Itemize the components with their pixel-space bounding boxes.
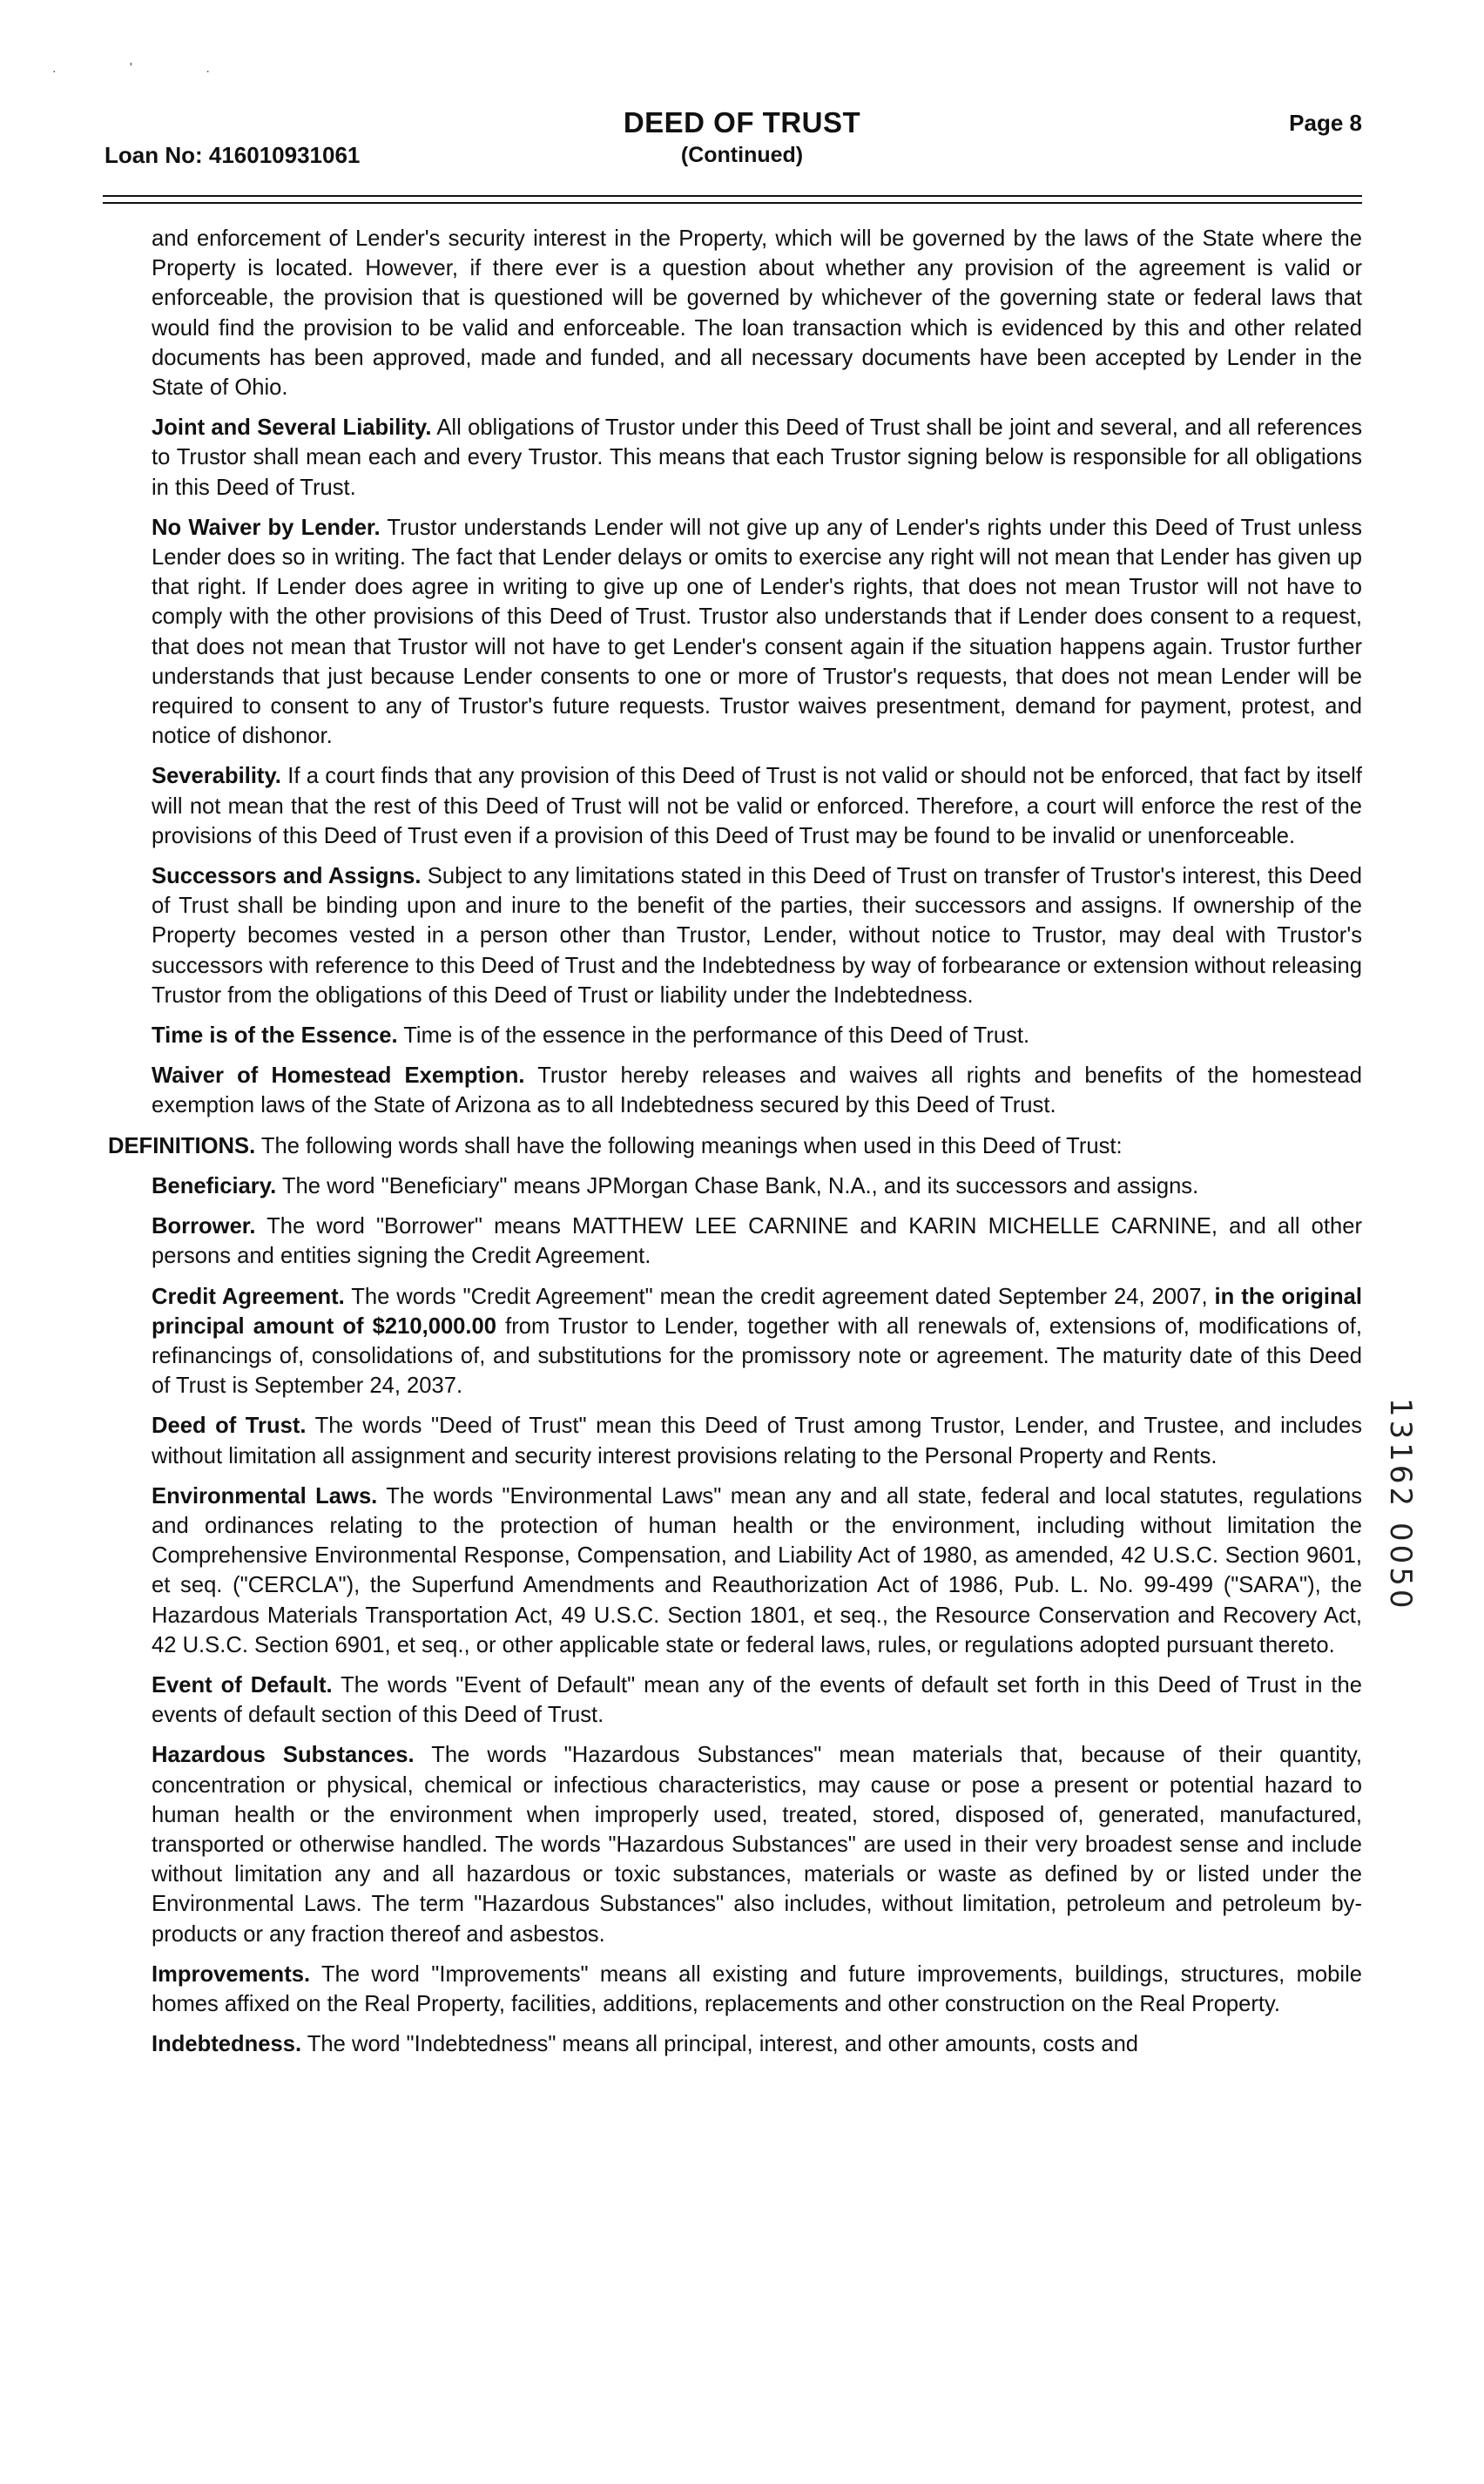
definition-text: The words "Event of Default" mean any of the events of default set forth in this Deed of Trust in the events of default section of this Deed of Trust. (152, 1672, 1362, 1728)
definition-environmental-laws (152, 1482, 1362, 1660)
paragraph-heading: Successors and Assigns. (152, 864, 422, 889)
definition-term: Deed of Trust. (152, 1414, 307, 1439)
definition-term: Hazardous Substances. (152, 1743, 415, 1768)
definition-beneficiary (152, 1171, 1362, 1201)
margin-recording-stamp: 13162 0050 (1383, 1398, 1418, 1612)
definition-indebtedness (152, 2029, 1362, 2059)
definition-term: Credit Agreement. (152, 1284, 345, 1309)
paragraph-text: Trustor hereby releases and waives all rights and benefits of the homestead exemption laws of the State of Arizona as to all Indebtedness secured by this Deed of Trust. (152, 1063, 1362, 1118)
definition-text: The word "Beneficiary" means JPMorgan Chase Bank, N.A., and its successors and assigns. (281, 1173, 1199, 1198)
page-number: Page 8 (1289, 110, 1362, 136)
scan-specks: . ' . (52, 61, 245, 76)
definition-text: The words "Credit Agreement" mean the credit agreement dated September 24, 2007, (351, 1284, 1208, 1309)
definition-text: The word "Indebtedness" means all principal, interest, and other amounts, costs and (307, 2032, 1139, 2057)
paragraph-text: Trustor understands Lender will not give up any of Lender's rights under this Deed of Trust unless Lender does so in writing. The fact that Lender delays or omits to exercise any right will not mean that Lender has given up that right. If Lender does agree in writing to give up one of Lender's rights, that does not mean Trustor will not have to comply with the other provisions of this Deed of Trust. Trustor also understands that if Lender does consent to a request, that does not mean that Trustor will not have to get Lender's consent again if the situation happens again. Trustor further understands that just because Lender consents to one or more of Trustor's requests, that does not mean Lender will be required to consent to any of Trustor's future requests. Trustor waives presentment, demand for payment, protest, and notice of dishonor. (152, 515, 1362, 749)
paragraph-heading: Time is of the Essence. (152, 1023, 398, 1049)
paragraph-successors (152, 861, 1362, 1010)
definition-borrower (152, 1212, 1362, 1271)
definition-improvements (152, 1960, 1362, 2019)
definition-term: Indebtedness. (152, 2032, 302, 2057)
paragraph-heading: Severability. (152, 764, 281, 789)
definition-term: Beneficiary. (152, 1173, 277, 1198)
definitions-title: DEFINITIONS. (108, 1133, 256, 1158)
principal-amount: in the original principal amount of $210,000.00 (152, 1284, 1362, 1339)
paragraph-text: If a court finds that any provision of this Deed of Trust is not valid or should not be enforced, that fact by itself will not mean that the rest of this Deed of Trust will not be valid or enforced. Therefore, a court will enforce the rest of the provisions of this Deed of Trust even if a provision of this Deed of Trust may be found to be invalid or unenforceable. (152, 764, 1362, 848)
definition-term: Borrower. (152, 1214, 256, 1239)
definition-text: The words "Hazardous Substances" mean materials that, because of their quantity, concentration or physical, chemical or infectious characteristics, may cause or pose a present or potential hazard to human health or the environment when improperly used, treated, stored, disposed of, generated, manufactured, transported or otherwise handled. The words "Hazardous Substances" are used in their very broadest sense and include without limitation any and all hazardous or toxic substances, materials or waste as defined by or listed under the Environmental Laws. The term "Hazardous Substances" also includes, without limitation, petroleum and petroleum by-products or any fraction thereof and asbestos. (152, 1743, 1362, 1947)
definitions-heading (108, 1131, 1362, 1161)
document-title: DEED OF TRUST (623, 106, 861, 138)
definitions-intro: The following words shall have the following meanings when used in this Deed of Trust: (260, 1133, 1123, 1158)
document-body (108, 224, 1363, 2069)
paragraph-severability (152, 761, 1362, 851)
paragraph-homestead (152, 1061, 1362, 1120)
definition-term: Environmental Laws. (152, 1483, 378, 1509)
header-rule-bottom (103, 202, 1362, 204)
definition-event-of-default (152, 1671, 1362, 1730)
paragraph-text: All obligations of Trustor under this Deed of Trust shall be joint and several, and all references to Trustor shall mean each and every Trustor. This means that each Trustor signing below is responsible for all obligations in this Deed of Trust. (152, 415, 1362, 500)
paragraph-heading: Joint and Several Liability. (152, 415, 432, 441)
definition-text: The words "Deed of Trust" mean this Deed of Trust among Trustor, Lender, and Trustee, and includes without limitation all assignment and security interest provisions relating to the Personal Property and Rents. (152, 1414, 1362, 1468)
paragraph-time-essence (152, 1021, 1362, 1050)
definition-term: Event of Default. (152, 1672, 333, 1698)
definition-credit-agreement (152, 1282, 1362, 1401)
paragraph-heading: Waiver of Homestead Exemption. (152, 1063, 525, 1089)
definition-text: The word "Improvements" means all existing and future improvements, buildings, structures, mobile homes affixed on the Real Property, facilities, additions, replacements and other construction on the Real Property. (152, 1961, 1362, 2016)
definition-hazardous-substances (152, 1740, 1362, 1948)
paragraph-text: Subject to any limitations stated in this Deed of Trust on transfer of Trustor's interest, this Deed of Trust shall be binding upon and inure to the benefit of the parties, their successors and assigns. If ownership of the Property becomes vested in a person other than Trustor, Lender, without notice to Trustor, may deal with Trustor's successors with reference to this Deed of Trust and the Indebtedness by way of forbearance or extension without releasing Trustor from the obligations of this Deed of Trust or liability under the Indebtedness. (152, 864, 1362, 1008)
paragraph-text: Time is of the essence in the performance of this Deed of Trust. (403, 1023, 1030, 1049)
paragraph-heading: No Waiver by Lender. (152, 515, 381, 540)
definition-text-continued: from Trustor to Lender, together with all renewals of, extensions of, modifications of, refinancings of, consolidations of, and substitutions for the promissory note or agreement. The maturity date of this Deed of Trust is September 24, 2037. (152, 1313, 1362, 1399)
paragraph-governing-law: and enforcement of Lender's security interest in the Property, which will be governed by the laws of the State where the Property is located. However, if there ever is a question about whether any provision of the agreement is valid or enforceable, the provision that is questioned will be governed by whichever of the governing state or federal laws that would find the provision to be valid and enforceable. The loan transaction which is evidenced by this and other related documents has been approved, made and funded, and all necessary documents have been accepted by Lender in the State of Ohio. (152, 226, 1362, 401)
loan-number: Loan No: 416010931061 (105, 142, 361, 168)
document-subtitle: (Continued) (680, 143, 804, 167)
paragraph-no-waiver (152, 513, 1362, 752)
definition-term: Improvements. (152, 1961, 311, 1987)
definition-deed-of-trust (152, 1411, 1362, 1470)
document-title-block (0, 106, 1484, 168)
definition-text: The word "Borrower" means MATTHEW LEE CARNINE and KARIN MICHELLE CARNINE, and all other persons and entities signing the Credit Agreement. (152, 1214, 1362, 1269)
header-rule-top (103, 195, 1362, 197)
definition-text: The words "Environmental Laws" mean any and all state, federal and local statutes, regulations and ordinances relating to the protection of human health or the environment, including without limitation the Comprehensive Environmental Response, Compensation, and Liability Act of 1980, as amended, 42 U.S.C. Section 9601, et seq. ("CERCLA"), the Superfund Amendments and Reauthorization Act of 1986, Pub. L. No. 99-499 ("SARA"), the Hazardous Materials Transportation Act, 49 U.S.C. Section 1801, et seq., the Resource Conservation and Recovery Act, 42 U.S.C. Section 6901, et seq., or other applicable state or federal laws, rules, or regulations adopted pursuant thereto. (152, 1483, 1363, 1657)
paragraph-joint-liability (152, 413, 1362, 503)
